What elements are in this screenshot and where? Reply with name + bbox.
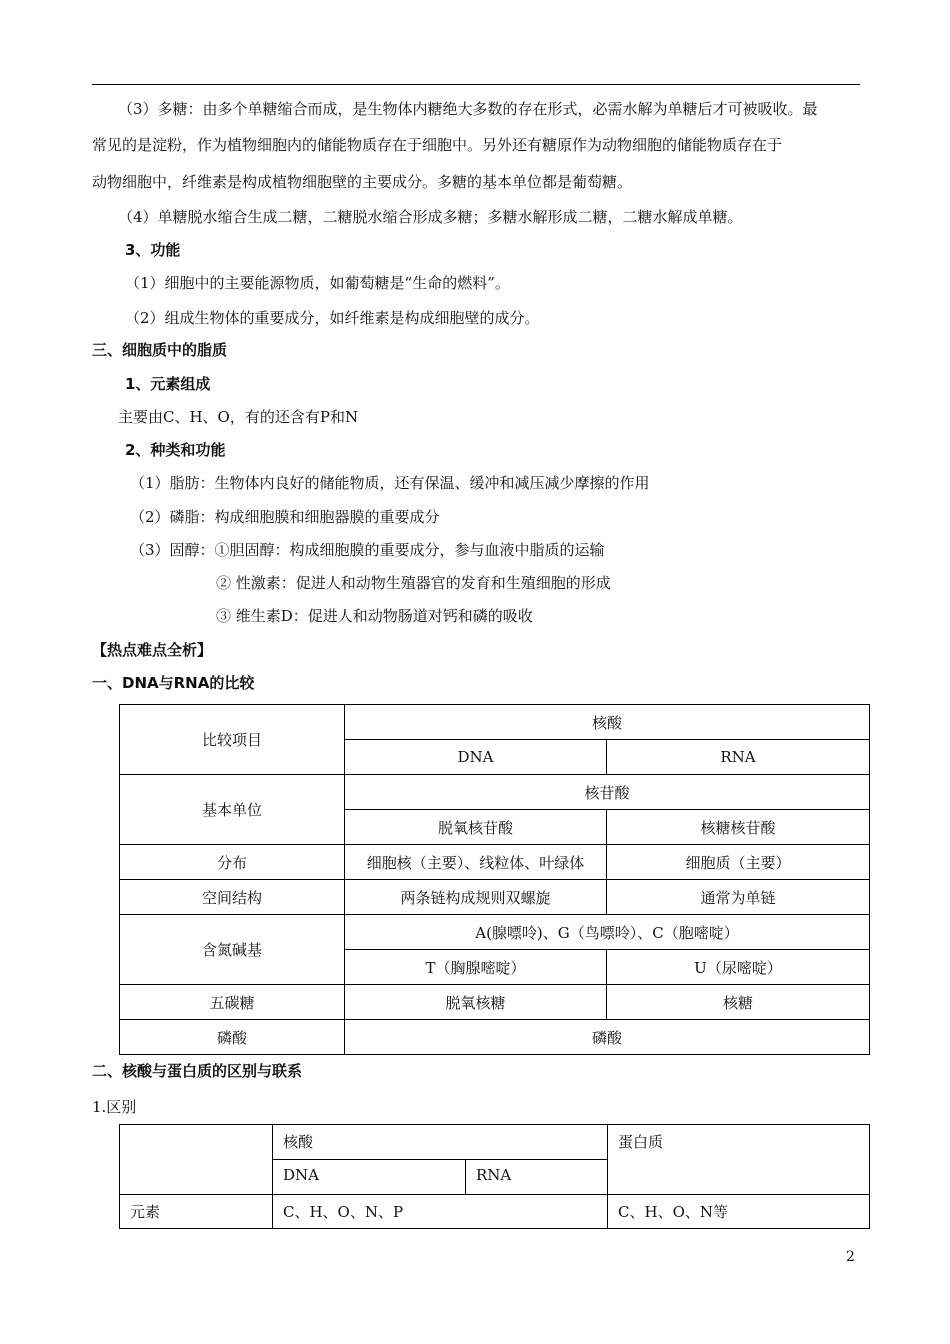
rna-value-cell: 细胞质（主要） [607,845,870,880]
dna-rna-comparison-table [119,704,870,1055]
dna-value-cell: 脱氧核苷酸 [345,810,607,845]
polysaccharide-line-2: 常见的是淀粉，作为植物细胞内的储能物质存在于细胞中。另外还有糖原作为动物细胞的储能物质存在于 [92,136,783,154]
difference-sub: 1.区别 [92,1098,137,1116]
header-item-cell: 比较项目 [120,705,345,775]
row-label-cell: 基本单位 [120,775,345,845]
dna-value-cell: 脱氧核糖 [345,985,607,1020]
function-heading: 3、功能 [125,241,181,259]
polysaccharide-line-3: 动物细胞中，纤维素是构成植物细胞壁的主要成分。多糖的基本单位都是葡萄糖。 [92,173,633,191]
dna-value-cell: T（胸腺嘧啶） [345,950,607,985]
lipid-vitamin-d: ③ 维生素D：促进人和动物肠道对钙和磷的吸收 [216,607,533,625]
row-label-cell: 磷酸 [120,1020,345,1055]
hotspot-heading: 【热点难点全析】 [92,641,213,659]
rna-value-cell: U（尿嘧啶） [607,950,870,985]
rna-value-cell: 核糖 [607,985,870,1020]
row-label-cell: 五碳糖 [120,985,345,1020]
row-label-cell: 分布 [120,845,345,880]
function-item-1: （1）细胞中的主要能源物质，如葡萄糖是“生命的燃料”。 [125,274,510,292]
header-dna-cell: DNA [345,740,607,775]
lipid-sub-1: 1、元素组成 [125,375,211,393]
lipid-sterol: （3）固醇：①胆固醇：构成细胞膜的重要成分，参与血液中脂质的运输 [130,541,605,559]
lipid-phospholipid: （2）磷脂：构成细胞膜和细胞器膜的重要成分 [130,508,440,526]
page-number: 2 [846,1249,855,1265]
protein-elements-cell: C、H、O、N等 [608,1195,870,1229]
lipid-fat: （1）脂肪：生物体内良好的储能物质，还有保温、缓冲和减压减少摩擦的作用 [130,474,650,492]
header-rna-cell: RNA [466,1160,608,1195]
header-rule [92,84,860,85]
shared-value-cell: 核苷酸 [345,775,870,810]
polysaccharide-item-4: （4）单糖脱水缩合生成二糖，二糖脱水缩合形成多糖；多糖水解形成二糖，二糖水解成单糖。 [118,208,743,226]
dna-value-cell: 两条链构成规则双螺旋 [345,880,607,915]
row-label-cell: 元素 [120,1195,273,1229]
polysaccharide-line-1: （3）多糖：由多个单糖缩合而成，是生物体内糖绝大多数的存在形式，必需水解为单糖后才可被吸收。最 [118,100,818,118]
rna-value-cell: 核糖核苷酸 [607,810,870,845]
shared-value-cell: A(腺嘌呤)、G（鸟嘌呤）、C（胞嘧啶） [345,915,870,950]
nucleic-protein-table [119,1124,870,1229]
lipid-sub-2: 2、种类和功能 [125,441,226,459]
header-protein-cell: 蛋白质 [608,1125,870,1195]
lipid-heading: 三、细胞质中的脂质 [92,341,228,359]
comparison-heading: 一、DNA与RNA的比较 [92,674,255,692]
shared-value-cell: 磷酸 [345,1020,870,1055]
row-label-cell: 含氮碱基 [120,915,345,985]
empty-header-cell [120,1125,273,1195]
rna-value-cell: 通常为单链 [607,880,870,915]
dna-value-cell: 细胞核（主要）、线粒体、叶绿体 [345,845,607,880]
header-nucleic-cell: 核酸 [345,705,870,740]
header-nucleic-cell: 核酸 [273,1125,608,1160]
lipid-elements: 主要由C、H、O，有的还含有P和N [118,408,359,426]
function-item-2: （2）组成生物体的重要成分，如纤维素是构成细胞壁的成分。 [125,309,540,327]
row-label-cell: 空间结构 [120,880,345,915]
lipid-sex-hormone: ② 性激素：促进人和动物生殖器官的发育和生殖细胞的形成 [216,574,611,592]
header-rna-cell: RNA [607,740,870,775]
header-dna-cell: DNA [273,1160,466,1195]
nucleic-elements-cell: C、H、O、N、P [273,1195,608,1229]
difference-heading: 二、核酸与蛋白质的区别与联系 [92,1062,303,1080]
